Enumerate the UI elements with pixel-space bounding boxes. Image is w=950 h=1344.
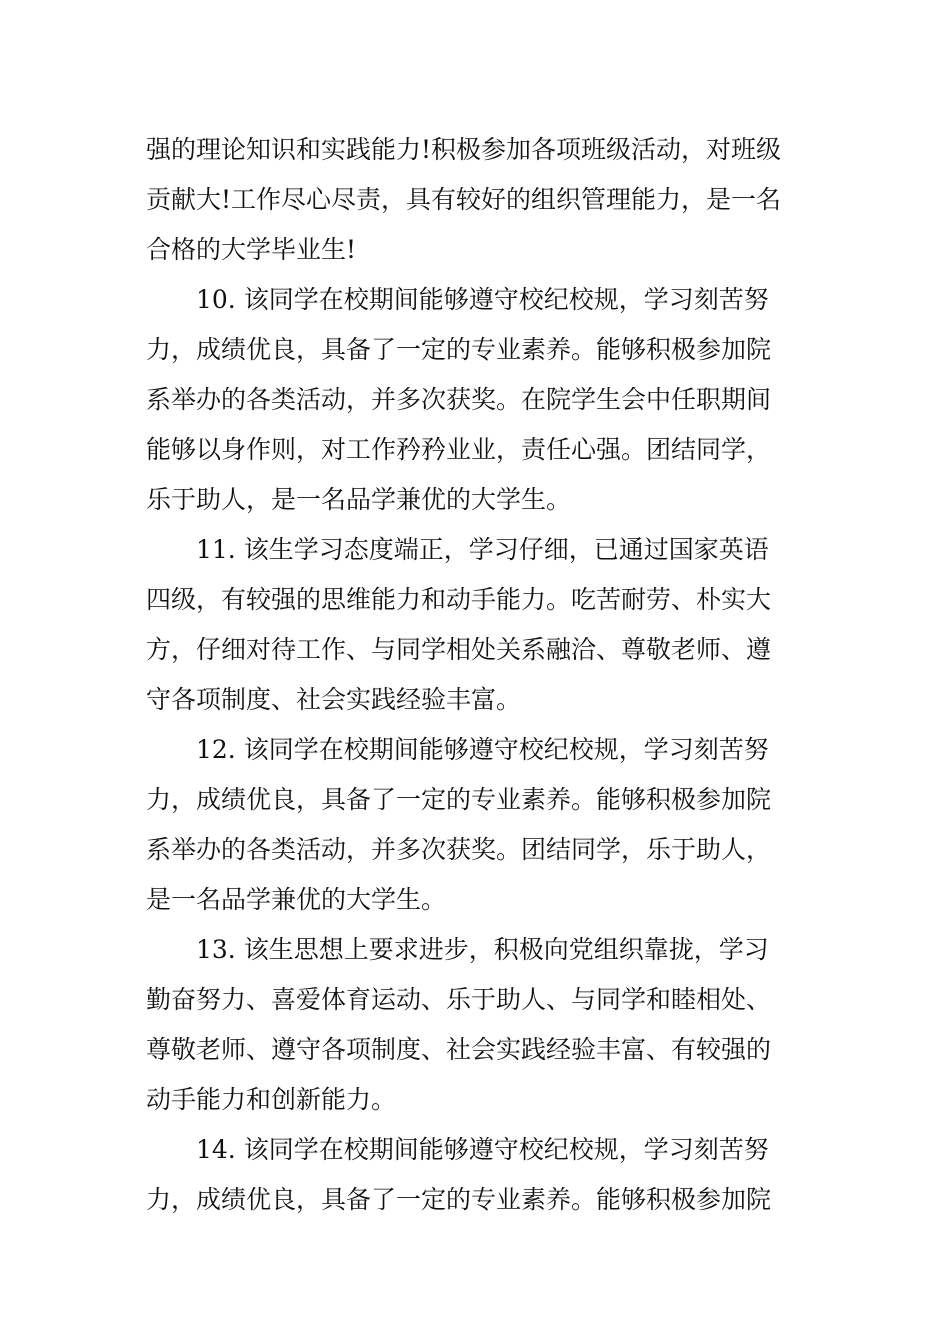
text-line: 13. 该生思想上要求进步，积极向党组织靠拢，学习 bbox=[196, 935, 769, 964]
text-line: 动手能力和创新能力。 bbox=[146, 1085, 397, 1114]
text-line: 强的理论知识和实践能力!积极参加各项班级活动，对班级 bbox=[146, 135, 782, 164]
text-line: 12. 该同学在校期间能够遵守校纪校规，学习刻苦努 bbox=[196, 735, 769, 764]
text-line: 合格的大学毕业生! bbox=[146, 235, 357, 264]
paragraph-item-10 bbox=[146, 275, 810, 525]
text-line: 11. 该生学习态度端正，学习仔细，已通过国家英语 bbox=[196, 535, 769, 564]
text-line: 系举办的各类活动，并多次获奖。在院学生会中任职期间 bbox=[146, 385, 772, 414]
paragraph-item-11 bbox=[146, 525, 810, 725]
text-line: 14. 该同学在校期间能够遵守校纪校规，学习刻苦努 bbox=[196, 1135, 769, 1164]
text-line: 四级，有较强的思维能力和动手能力。吃苦耐劳、朴实大 bbox=[146, 585, 772, 614]
text-line: 能够以身作则，对工作矜矜业业，责任心强。团结同学， bbox=[146, 435, 772, 464]
text-line: 10. 该同学在校期间能够遵守校纪校规，学习刻苦努 bbox=[196, 285, 769, 314]
paragraph-item-12 bbox=[146, 725, 810, 925]
text-line: 力，成绩优良，具备了一定的专业素养。能够积极参加院 bbox=[146, 785, 772, 814]
paragraph-continued bbox=[146, 125, 810, 275]
text-line: 乐于助人，是一名品学兼优的大学生。 bbox=[146, 485, 572, 514]
text-line: 贡献大!工作尽心尽责，具有较好的组织管理能力，是一名 bbox=[146, 185, 782, 214]
text-line: 勤奋努力、喜爱体育运动、乐于助人、与同学和睦相处、 bbox=[146, 985, 772, 1014]
document-body bbox=[146, 125, 810, 1225]
text-line: 方，仔细对待工作、与同学相处关系融洽、尊敬老师、遵 bbox=[146, 635, 772, 664]
paragraph-item-13 bbox=[146, 925, 810, 1125]
paragraph-item-14 bbox=[146, 1125, 810, 1225]
text-line: 系举办的各类活动，并多次获奖。团结同学，乐于助人， bbox=[146, 835, 772, 864]
text-line: 是一名品学兼优的大学生。 bbox=[146, 885, 447, 914]
text-line: 力，成绩优良，具备了一定的专业素养。能够积极参加院 bbox=[146, 1185, 772, 1214]
text-line: 守各项制度、社会实践经验丰富。 bbox=[146, 685, 522, 714]
text-line: 力，成绩优良，具备了一定的专业素养。能够积极参加院 bbox=[146, 335, 772, 364]
text-line: 尊敬老师、遵守各项制度、社会实践经验丰富、有较强的 bbox=[146, 1035, 772, 1064]
